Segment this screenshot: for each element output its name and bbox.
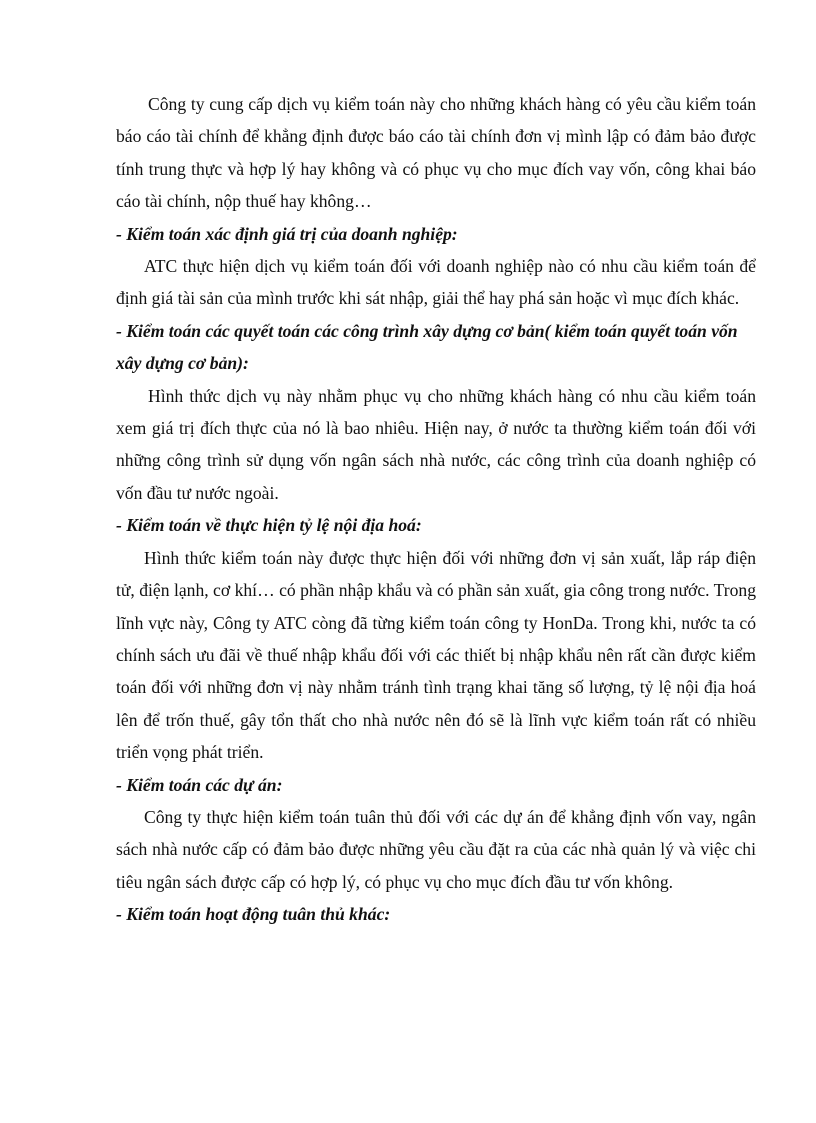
document-body	[116, 88, 756, 931]
paragraph-financial-audit: Công ty cung cấp dịch vụ kiểm toán này cho những khách hàng có yêu cầu kiểm toán báo cáo tài chính để khẳng định được báo cáo tài chính đơn vị mình lập có đảm bảo được tính trung thực và hợp lý hay không và có phục vụ cho mục đích vay vốn, công khai báo cáo tài chính, nộp thuế hay không…	[116, 94, 756, 212]
paragraph-enterprise-valuation: ATC thực hiện dịch vụ kiểm toán đối với doanh nghiệp nào có nhu cầu kiểm toán để định giá tài sản của mình trước khi sát nhập, giải thể hay phá sản hoặc vì mục đích khác.	[116, 256, 756, 309]
heading-enterprise-valuation: - Kiểm toán xác định giá trị của doanh nghiệp:	[116, 223, 458, 244]
paragraph-project-audit: Công ty thực hiện kiểm toán tuân thủ đối với các dự án để khẳng định vốn vay, ngân sách nhà nước cấp có đảm bảo được những yêu cầu đặt ra của các nhà quản lý và việc chi tiêu ngân sách được cấp có hợp lý, có phục vụ cho mục đích đầu tư vốn không.	[116, 806, 756, 892]
heading-localization-rate: - Kiểm toán về thực hiện tỷ lệ nội địa hoá:	[116, 515, 422, 536]
heading-project-audit: - Kiểm toán các dự án:	[116, 774, 283, 795]
paragraph-localization-rate: Hình thức kiểm toán này được thực hiện đối với những đơn vị sản xuất, lắp ráp điện tử, điện lạnh, cơ khí… có phần nhập khẩu và có phần sản xuất, gia công trong nước. Trong lĩnh vực này, Công ty ATC còng đã từng kiểm toán công ty HonDa. Trong khi, nước ta có chính sách ưu đãi về thuế nhập khẩu đối với các thiết bị nhập khẩu nên rất cần được kiểm toán đối với những đơn vị này nhằm tránh tình trạng khai tăng số lượng, tỷ lệ nội địa hoá lên để trốn thuế, gây tổn thất cho nhà nước nên đó sẽ là lĩnh vực kiểm toán rất có nhiều triển vọng phát triển.	[116, 547, 756, 763]
heading-construction-settlement: - Kiểm toán các quyết toán các công trình xây dựng cơ bản( kiểm toán quyết toán vốn xây dựng cơ bản):	[116, 320, 738, 374]
paragraph-construction-settlement: Hình thức dịch vụ này nhằm phục vụ cho những khách hàng có nhu cầu kiểm toán xem giá trị đích thực của nó là bao nhiêu. Hiện nay, ở nước ta thường kiểm toán đối với những công trình sử dụng vốn ngân sách nhà nước, các công trình của doanh nghiệp có vốn đầu tư nước ngoài.	[116, 385, 756, 503]
heading-other-compliance-audit: - Kiểm toán hoạt động tuân thủ khác:	[116, 904, 391, 925]
